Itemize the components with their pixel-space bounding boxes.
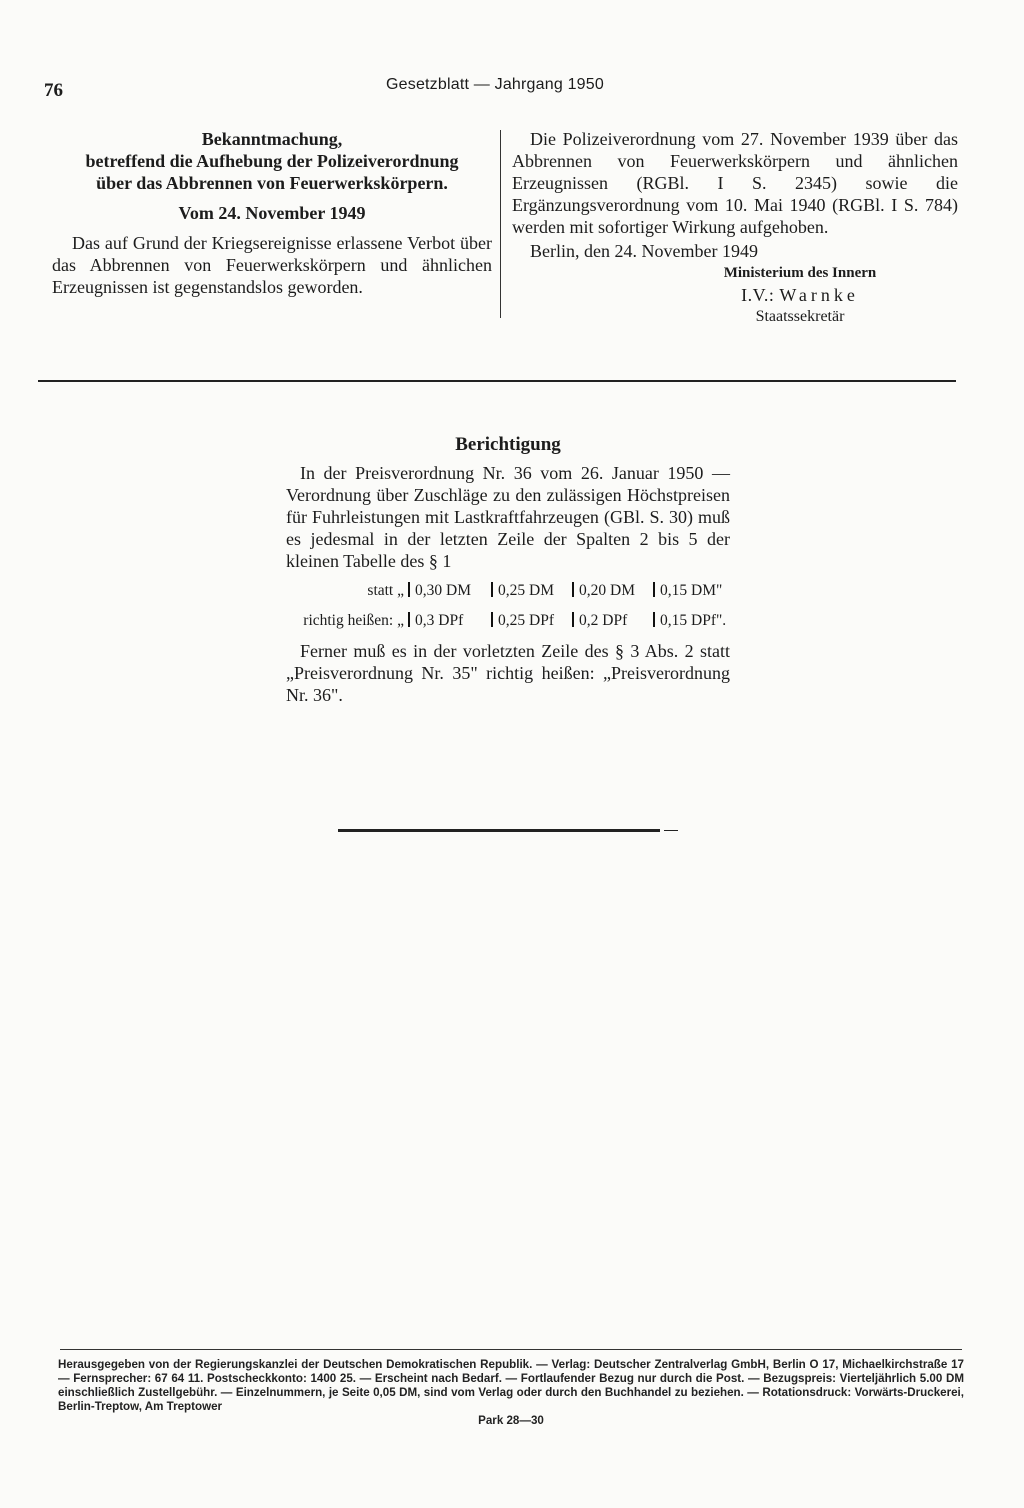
imprint <box>58 1358 964 1428</box>
row-wrong-lead: statt „ <box>367 582 404 599</box>
correction-section <box>286 434 730 706</box>
announcement-date: Vom 24. November 1949 <box>178 203 366 223</box>
end-rule <box>338 829 660 832</box>
signature-line <box>512 284 958 306</box>
row-right-cell-2: 0,25 DPf <box>498 612 554 629</box>
announcement-headline-line-3: über das Abbrennen von Feuerwerkskörpern. <box>96 173 448 193</box>
row-right-cell-4: 0,15 DPf <box>660 612 716 629</box>
announcement-headline-line-1: Bekanntmachung, <box>201 129 343 149</box>
correction-body: In der Preisverordnung Nr. 36 vom 26. Januar 1950 — Verordnung über Zuschläge zu den zulässigen Höchstpreisen für Fuhrleistungen mit Lastkraftfahrzeugen (GBl. S. 30) muß es jedesmal in der letzten Zeile der Spalten 2 bis 5 der kleinen Tabelle des § 1 <box>286 463 730 571</box>
announcement-right-column <box>512 128 958 328</box>
row-right-cell-1: 0,3 DPf <box>415 612 464 629</box>
place-and-date: Berlin, den 24. November 1949 <box>530 241 758 261</box>
end-rule-tail <box>664 830 678 831</box>
row-right-close: ". <box>715 612 727 629</box>
imprint-text: Herausgegeben von der Regierungskanzlei der Deutschen Demokratischen Republik. — Verlag: Deutscher Zentralverlag GmbH, Berlin O 17, Michaelkirchstraße 17 — Fernsprecher: 67 64 11. Postscheckkonto: 1400 25. — Erscheint nach Bedarf. — Fortlaufender Bezug nur durch die Post. — Bezugspreis: Vierteljährlich 5.00 DM einschließlich Zustellgebühr. — Einzelnummern, je Seite 0,05 DM, sind vom Verlag oder durch den Buchhandel zu beziehen. — Rotationsdruck: Vorwärts-Druckerei, Berlin-Treptow, Am Treptower <box>58 1358 964 1413</box>
correction-title: Berichtigung <box>455 434 561 455</box>
announcement-left-column <box>52 128 492 298</box>
row-wrong-cell-4: 0,15 DM <box>660 582 716 599</box>
running-title: Gesetzblatt — Jahrgang 1950 <box>386 76 604 93</box>
announcement-body-right: Die Polizeiverordnung vom 27. November 1939 über das Abbrennen von Feuerwerkskörpern und ähnlichen Erzeugnissen (RGBl. I S. 2345) sowie die Ergänzungsverordnung vom 10. Mai 1940 (RGBl. I S. 784) werden mit sofortiger Wirkung aufgehoben. <box>512 129 958 237</box>
correction-row-wrong <box>286 580 730 602</box>
signatory-prefix: I.V.: <box>741 285 775 305</box>
row-wrong-cell-1: 0,30 DM <box>415 582 471 599</box>
signatory-name: Warnke <box>779 285 859 305</box>
row-wrong-close: " <box>715 582 723 599</box>
row-wrong-cell-3: 0,20 DM <box>579 582 635 599</box>
row-right-lead: richtig heißen: „ <box>303 612 404 629</box>
imprint-last-line: Park 28—30 <box>478 1414 544 1427</box>
signatory-title: Staatssekretär <box>755 308 845 325</box>
row-wrong-cell-2: 0,25 DM <box>498 582 554 599</box>
column-divider <box>500 130 501 318</box>
section-divider <box>38 380 956 382</box>
announcement-body-left: Das auf Grund der Kriegsereignisse erlassene Verbot über das Abbrennen von Feuerwerkskörpern und ähnlichen Erzeugnissen ist gegenstandslos geworden. <box>52 233 492 297</box>
imprint-rule <box>60 1349 962 1350</box>
correction-footer: Ferner muß es in der vorletzten Zeile des § 3 Abs. 2 statt „Preisverordnung Nr. 35" richtig heißen: „Preisverordnung Nr. 36". <box>286 641 730 705</box>
page-number: 76 <box>44 80 63 101</box>
correction-row-right <box>286 610 730 632</box>
announcement-headline-line-2: betreffend die Aufhebung der Polizeiverordnung <box>85 151 459 171</box>
row-right-cell-3: 0,2 DPf <box>579 612 628 629</box>
signature-ministry: Ministerium des Innern <box>723 265 877 281</box>
